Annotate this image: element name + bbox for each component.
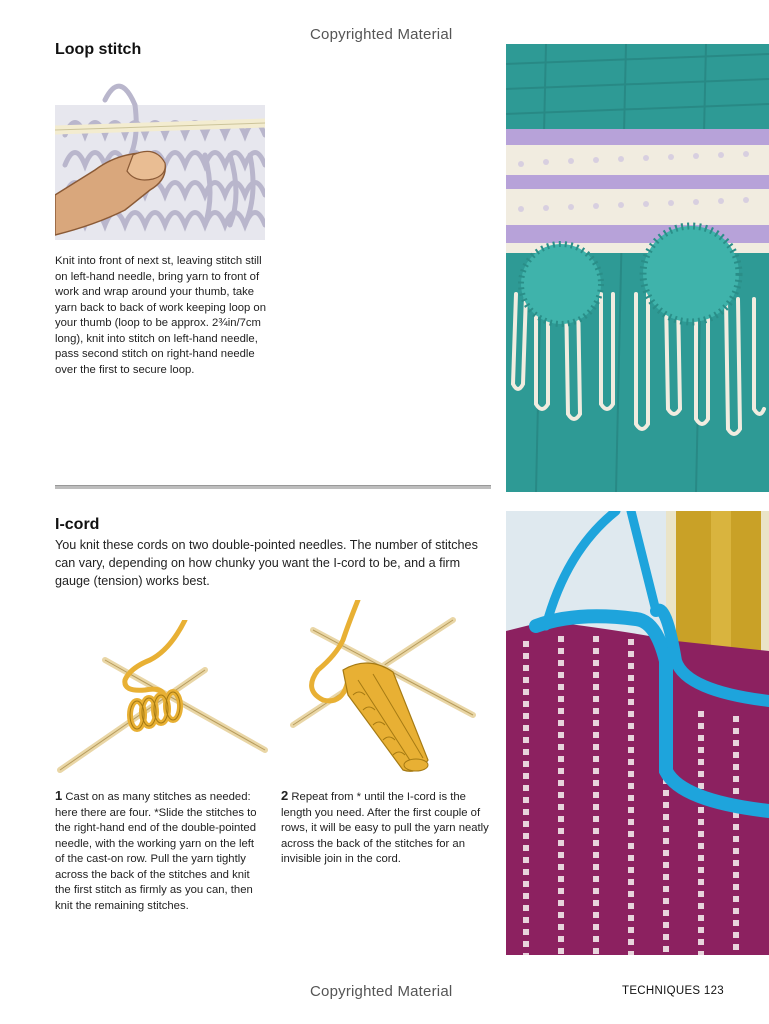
icord-step2-illustration [288, 600, 478, 780]
section-divider [55, 485, 491, 489]
loop-stitch-text: Knit into front of next st, leaving stitch still on left-hand needle, bring yarn to front of work and wrap around your thumb, take yarn back to back of work keeping loop on your thumb (loop to be approx. 2¾in/7cm long), knit into stitch on left-hand needle, pass second stitch on right-hand needle over the first to secure loop. [55, 255, 267, 376]
icord-step2-text [281, 788, 493, 868]
step-number: 1 [55, 788, 63, 803]
loop-stitch-title: Loop stitch [55, 41, 142, 58]
footer-section: TECHNIQUES [622, 985, 701, 997]
watermark-bottom: Copyrighted Material [310, 983, 453, 1000]
step-text: Cast on as many stitches as needed: here there are four. *Slide the stitches to the right-hand end of the double-pointed needle, with the working yarn on the left of the cast-on row. Pull the yarn tightly across the back of the stitches and knit the first stitch as firmly as you can, then knit the remaining stitches. [55, 791, 257, 912]
watermark-top: Copyrighted Material [310, 26, 453, 43]
page-number: 123 [703, 985, 724, 997]
icord-intro: You knit these cords on two double-pointed needles. The number of stitches can vary, depending on how chunky you want the I-cord to be, and a firm gauge (tension) works best. [55, 538, 478, 588]
icord-step1-text [55, 788, 265, 914]
step-text: Repeat from * until the I-cord is the length you need. After the first couple of rows, it will be easy to pull the yarn neatly across the back of the stitches for an invisible join in the cord. [281, 791, 489, 865]
loop-stitch-illustration [55, 75, 265, 240]
icord-photo [506, 511, 769, 955]
loop-stitch-photo [506, 44, 769, 492]
icord-title: I-cord [55, 516, 100, 533]
step-number: 2 [281, 788, 289, 803]
icord-step1-illustration [55, 620, 270, 780]
page-footer [622, 985, 724, 997]
